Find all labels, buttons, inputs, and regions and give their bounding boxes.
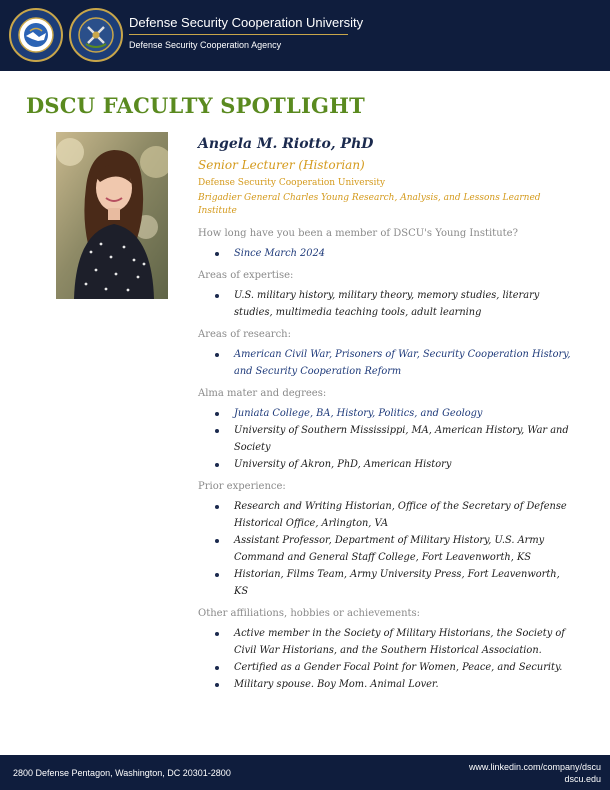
- question-research: Areas of research:: [198, 329, 291, 340]
- page-title: DSCU FACULTY SPOTLIGHT: [26, 93, 365, 118]
- profile-organization: Defense Security Cooperation University: [198, 178, 386, 188]
- website-link[interactable]: dscu.edu: [564, 774, 601, 784]
- dscu-seal-icon: [69, 8, 123, 62]
- membership-list: [198, 245, 573, 262]
- question-affiliations: Other affiliations, hobbies or achievements:: [198, 608, 421, 619]
- university-name: Defense Security Cooperation University: [129, 15, 364, 30]
- header-banner: [0, 0, 610, 71]
- question-expertise: Areas of expertise:: [198, 270, 294, 281]
- list-item: Assistant Professor, Department of Military History, U.S. Army Command and General Staff College, Fort Leavenworth, KS: [198, 532, 573, 566]
- list-item: University of Southern Mississippi, MA, American History, War and Society: [198, 422, 573, 456]
- list-item: U.S. military history, military theory, memory studies, literary studies, multimedia teaching tools, adult learning: [198, 287, 573, 321]
- list-item: Military spouse. Boy Mom. Animal Lover.: [198, 676, 573, 693]
- linkedin-link[interactable]: www.linkedin.com/company/dscu: [468, 762, 601, 772]
- dsca-seal-icon: [9, 8, 63, 62]
- list-item: Certified as a Gender Focal Point for Women, Peace, and Security.: [198, 659, 573, 676]
- footer-banner: [0, 755, 610, 790]
- list-item: Research and Writing Historian, Office of the Secretary of Defense Historical Office, Arlington, VA: [198, 498, 573, 532]
- affiliations-list: [198, 625, 573, 693]
- question-prior-experience: Prior experience:: [198, 481, 286, 492]
- footer-address: 2800 Defense Pentagon, Washington, DC 20301-2800: [13, 768, 231, 778]
- expertise-list: [198, 287, 573, 321]
- list-item: American Civil War, Prisoners of War, Security Cooperation History, and Security Cooperation Reform: [198, 346, 573, 380]
- list-item: Juniata College, BA, History, Politics, and Geology: [198, 405, 573, 422]
- question-alma-mater: Alma mater and degrees:: [198, 388, 327, 399]
- footer-links: [469, 761, 601, 785]
- profile-photo: [56, 132, 168, 299]
- profile-institute: Brigadier General Charles Young Research, Analysis, and Lessons Learned Institute: [198, 193, 541, 216]
- profile-name: Angela M. Riotto, PhD: [198, 136, 374, 152]
- profile-content: [198, 135, 573, 693]
- list-item: Active member in the Society of Military Historians, the Society of Civil War Historians, and the Southern Historical Association.: [198, 625, 573, 659]
- agency-name: Defense Security Cooperation Agency: [129, 40, 282, 50]
- profile-title: Senior Lecturer (Historian): [198, 158, 365, 172]
- list-item: Since March 2024: [198, 245, 573, 262]
- list-item: University of Akron, PhD, American History: [198, 456, 573, 473]
- header-divider: [129, 34, 348, 35]
- question-membership: How long have you been a member of DSCU's Young Institute?: [198, 228, 518, 239]
- experience-list: [198, 498, 573, 600]
- list-item: Historian, Films Team, Army University Press, Fort Leavenworth, KS: [198, 566, 573, 600]
- degrees-list: [198, 405, 573, 473]
- research-list: [198, 346, 573, 380]
